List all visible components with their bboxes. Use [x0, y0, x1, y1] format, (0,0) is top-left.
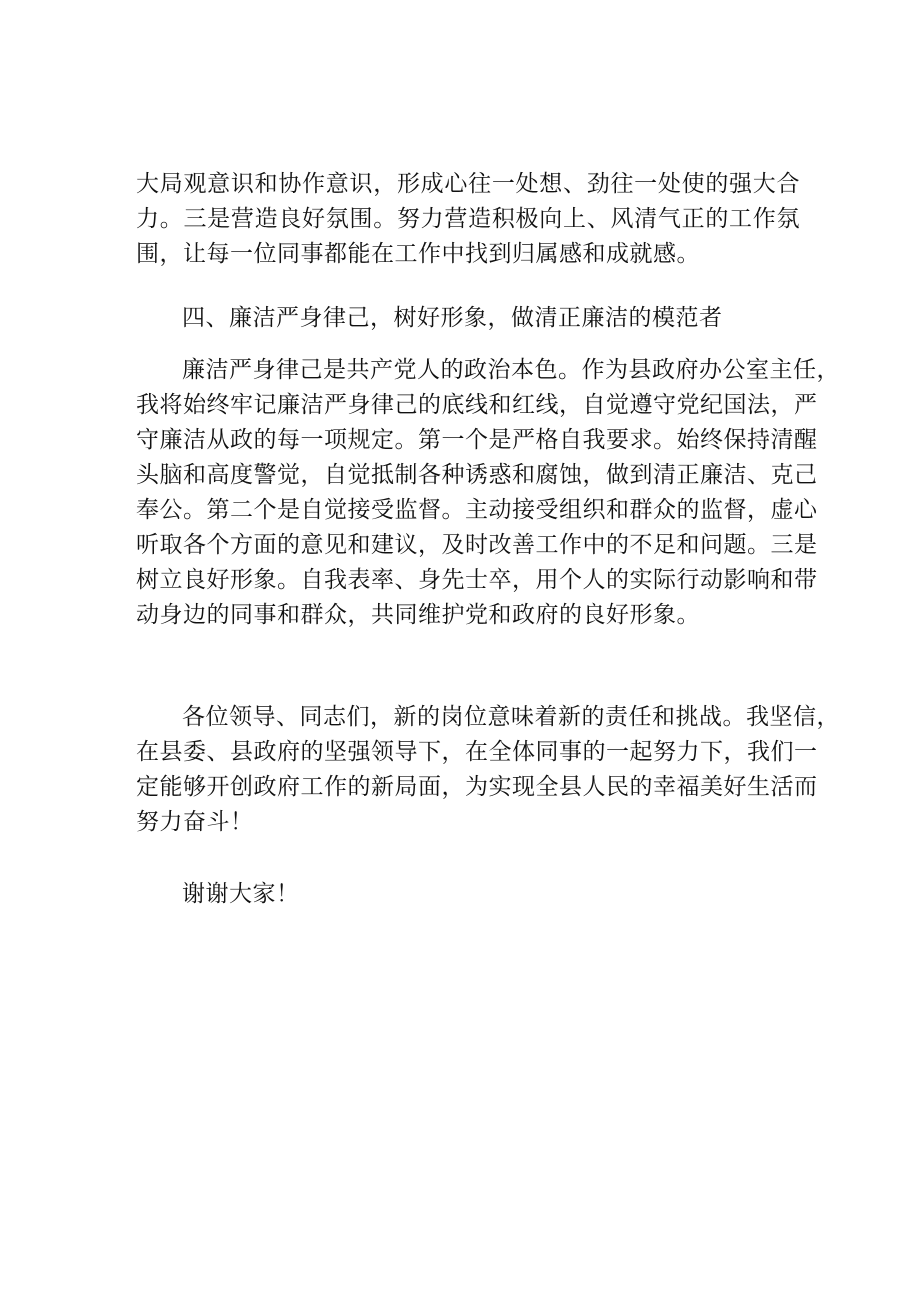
text-line: 力。三是营造良好氛围。努力营造积极向上、风清气正的工作氛 [136, 206, 800, 232]
text-line: 守廉洁从政的每一项规定。第一个是严格自我要求。始终保持清醒 [136, 427, 818, 453]
text-line: 奉公。第二个是自觉接受监督。主动接受组织和群众的监督，虚心 [136, 497, 818, 523]
text-line: 我将始终牢记廉洁严身律己的底线和红线，自觉遵守党纪国法，严 [136, 392, 818, 418]
text-line: 大局观意识和协作意识，形成心往一处想、劲往一处使的强大合 [136, 171, 800, 197]
text-line: 廉洁严身律己是共产党人的政治本色。作为县政府办公室主任， [182, 357, 840, 383]
text-line: 努力奋斗！ [136, 809, 254, 835]
text-line: 头脑和高度警觉，自觉抵制各种诱惑和腐蚀，做到清正廉洁、克己 [136, 462, 818, 488]
heading-text: 四、廉洁严身律己，树好形象，做清正廉洁的模范者 [182, 305, 723, 331]
paragraph-thanks [136, 877, 800, 912]
text-line: 听取各个方面的意见和建议，及时改善工作中的不足和问题。三是 [136, 532, 818, 558]
paragraph-closing [136, 700, 840, 840]
text-line: 动身边的同事和群众，共同维护党和政府的良好形象。 [136, 602, 700, 628]
text-line: 谢谢大家！ [182, 881, 300, 907]
text-line: 树立良好形象。自我表率、身先士卒，用个人的实际行动影响和带 [136, 567, 818, 593]
text-line: 在县委、县政府的坚强领导下，在全体同事的一起努力下，我们一 [136, 739, 818, 765]
text-line: 围，让每一位同事都能在工作中找到归属感和成就感。 [136, 241, 700, 267]
text-line: 各位领导、同志们，新的岗位意味着新的责任和挑战。我坚信， [182, 704, 840, 730]
paragraph-integrity [136, 353, 840, 633]
section-heading-four [136, 301, 800, 336]
text-line: 定能够开创政府工作的新局面，为实现全县人民的幸福美好生活而 [136, 774, 818, 800]
paragraph-continuation [136, 167, 800, 272]
